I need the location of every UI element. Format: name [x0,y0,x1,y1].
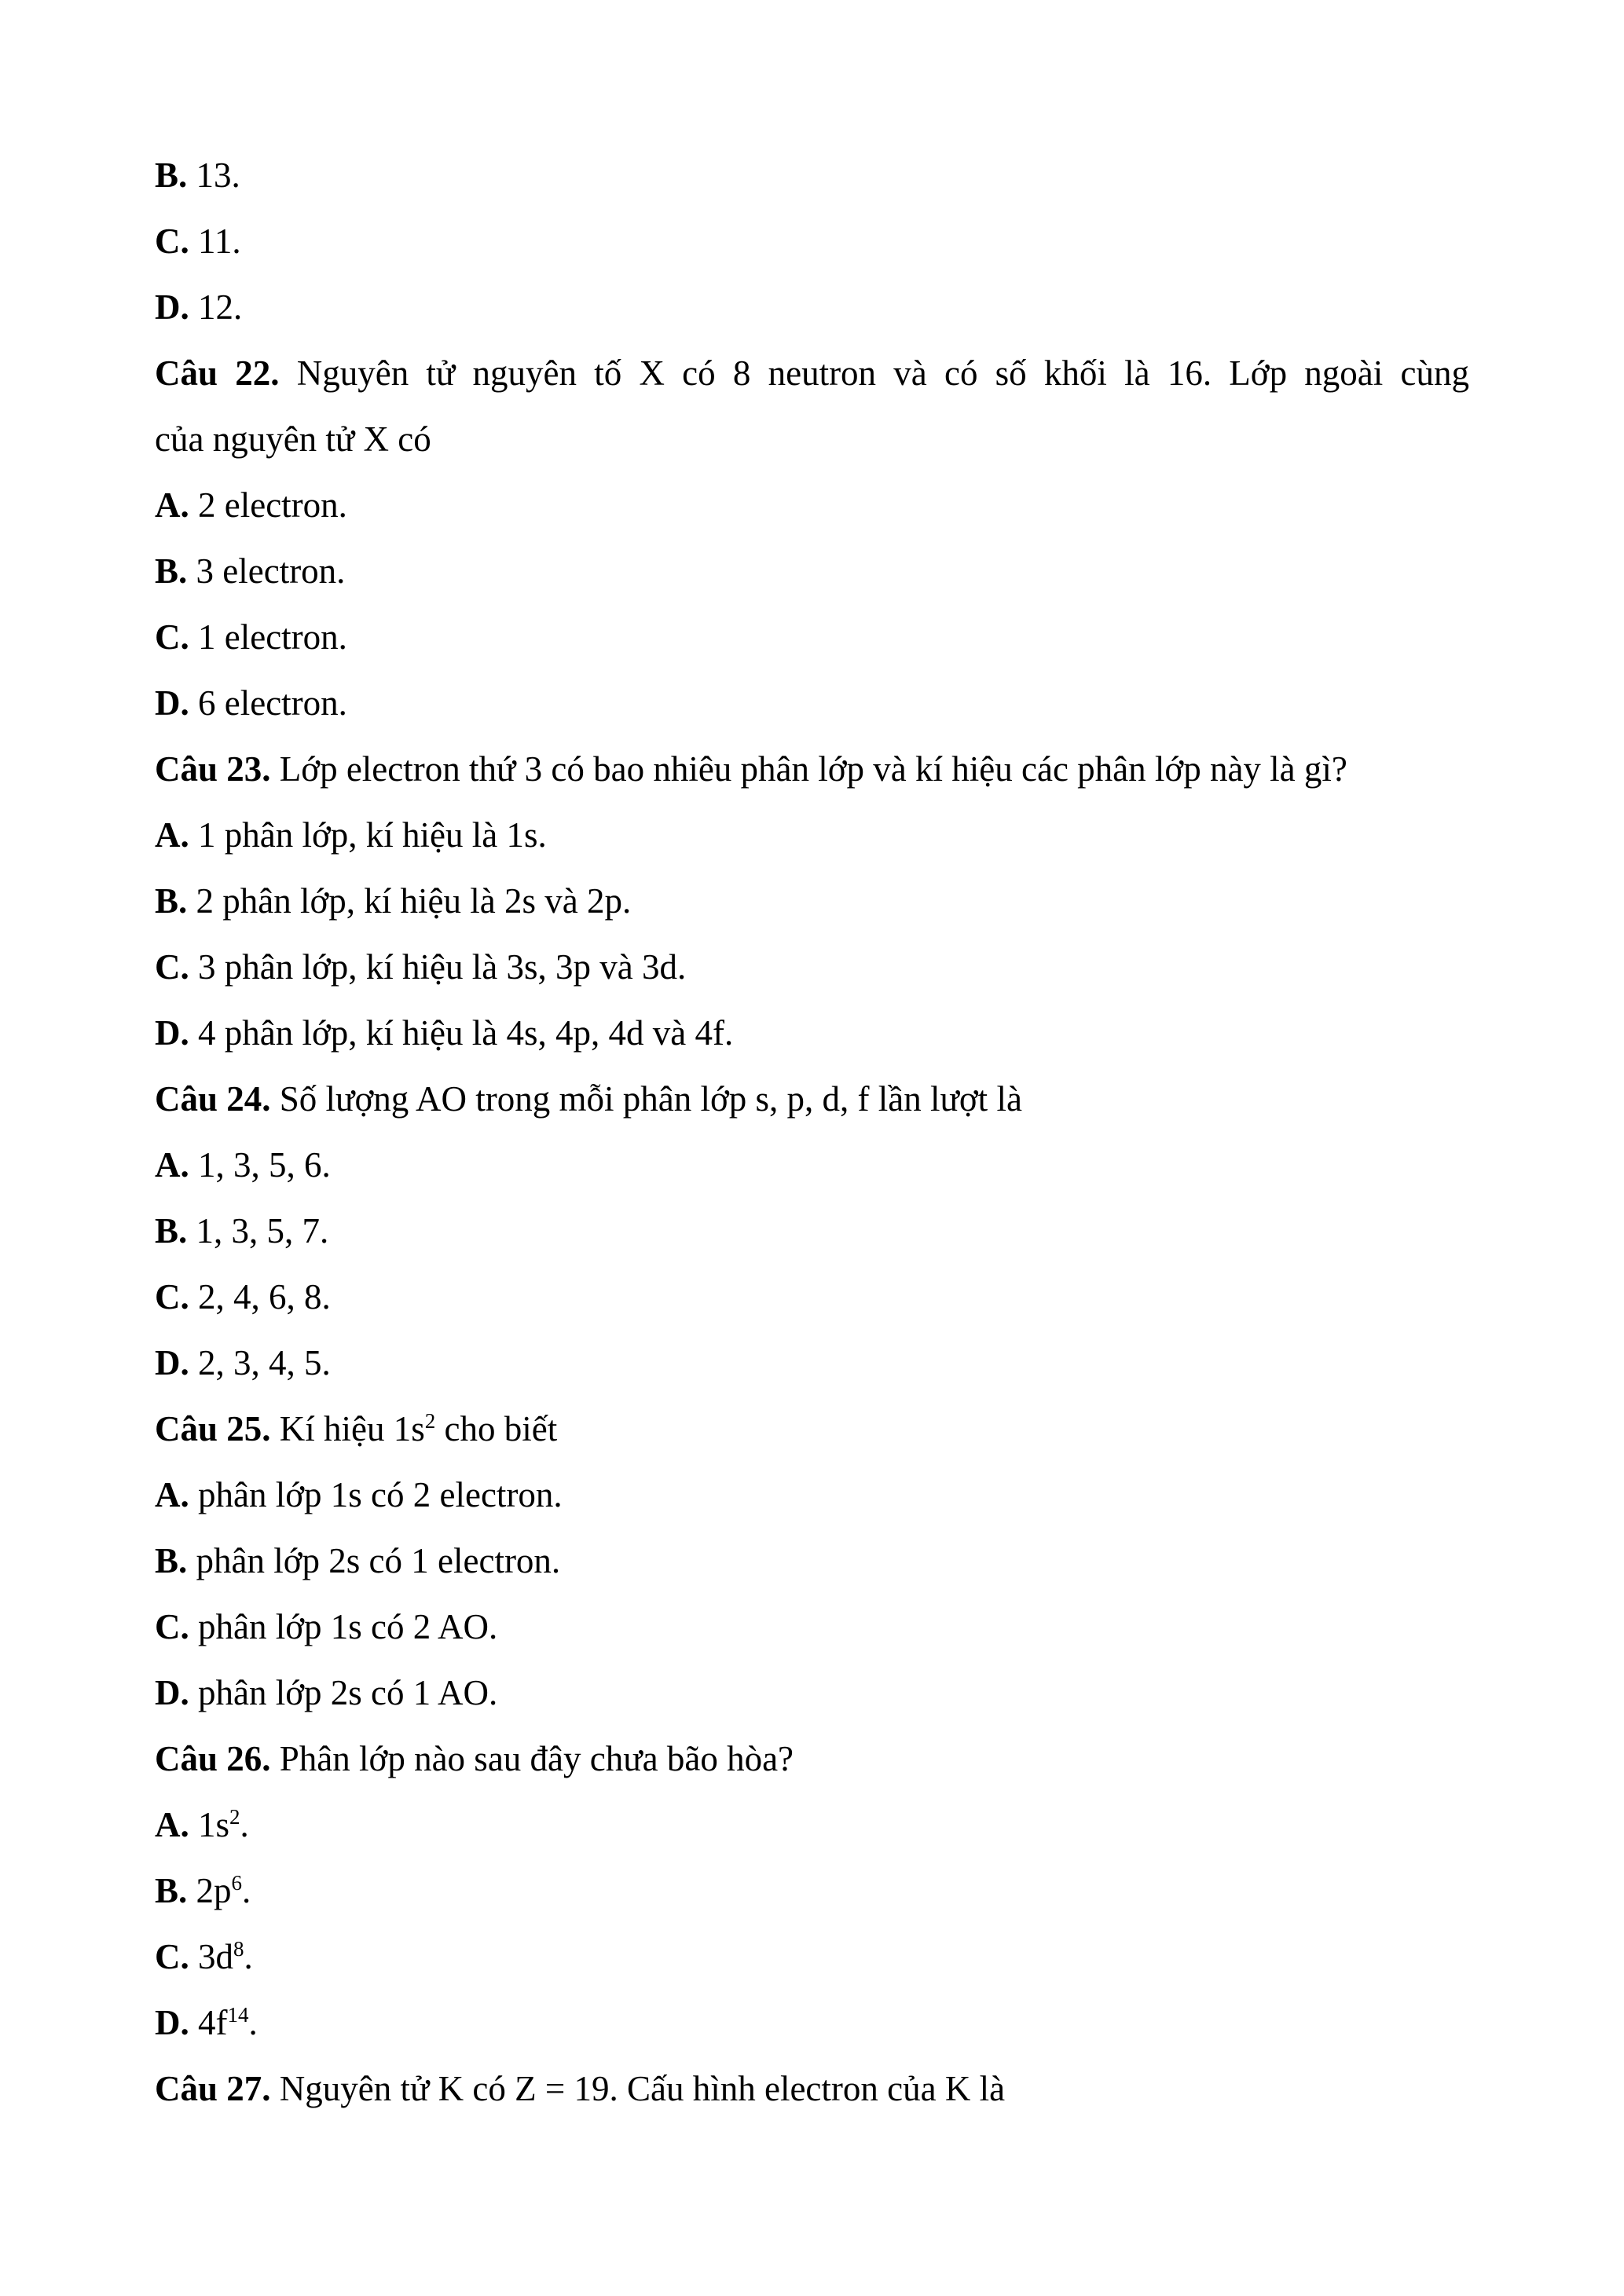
bold-label: B. [155,1211,188,1251]
text-segment: 3d [189,1937,233,1976]
text-segment: 3 phân lớp, kí hiệu là 3s, 3p và 3d. [189,947,687,987]
q25-option-b [155,1528,1469,1594]
text-segment: Nguyên tử nguyên tố X có 8 neutron và có số khối là 16. Lớp ngoài cùng [279,353,1469,393]
q26-option-a [155,1792,1469,1858]
text-segment: 4 phân lớp, kí hiệu là 4s, 4p, 4d và 4f. [189,1013,734,1053]
text-segment: phân lớp 2s có 1 AO. [189,1673,498,1712]
bold-label: C. [155,947,189,987]
text-segment: 11. [189,222,241,261]
text-segment: 2p [187,1871,232,1910]
superscript: 2 [424,1409,436,1434]
bold-label: C. [155,222,189,261]
text-segment: của nguyên tử X có [155,419,431,459]
text-segment: . [240,1805,249,1844]
q23-option-b [155,868,1469,934]
q24-option-a [155,1132,1469,1198]
bold-label: C. [155,1937,189,1976]
text-segment: phân lớp 1s có 2 electron. [189,1475,563,1514]
q24-option-d [155,1330,1469,1396]
q25-option-a [155,1462,1469,1528]
bold-label: A. [155,1475,189,1514]
text-segment: . [248,2003,258,2042]
text-segment: 2 phân lớp, kí hiệu là 2s và 2p. [187,881,632,921]
text-segment: 2 electron. [189,485,347,525]
text-segment: . [242,1871,251,1910]
q22-question [155,340,1469,406]
q22-question-continuation [155,406,1469,472]
bold-label: D. [155,2003,189,2042]
bold-label: C. [155,1277,189,1316]
q25-question [155,1396,1469,1462]
text-segment: cho biết [435,1409,558,1448]
bold-label: A. [155,815,189,855]
bold-label: A. [155,485,189,525]
bold-label: B. [155,156,188,195]
text-segment: 1, 3, 5, 6. [189,1145,331,1185]
q24-option-b [155,1198,1469,1264]
bold-label: D. [155,287,189,327]
q26-option-b [155,1858,1469,1924]
text-segment: phân lớp 2s có 1 electron. [187,1541,561,1580]
bold-label: A. [155,1145,189,1185]
q22-option-d [155,670,1469,736]
q23-option-d [155,1000,1469,1066]
text-segment: 1s [189,1805,230,1844]
q26-option-c [155,1924,1469,1990]
bold-label: B. [155,1871,188,1910]
text-segment: 1 phân lớp, kí hiệu là 1s. [189,815,547,855]
text-segment: phân lớp 1s có 2 AO. [189,1607,498,1646]
text-segment: Lớp electron thứ 3 có bao nhiêu phân lớp và kí hiệu các phân lớp này là gì? [270,749,1347,789]
text-segment: 1, 3, 5, 7. [187,1211,329,1251]
q21-option-b [155,142,1469,208]
superscript: 2 [229,1805,240,1829]
superscript: 14 [227,2003,249,2027]
text-segment: Nguyên tử K có Z = 19. Cấu hình electron của K là [270,2069,1006,2108]
bold-label: D. [155,683,189,723]
document-body [155,142,1469,2122]
bold-label: Câu 24. [155,1079,271,1119]
bold-label: D. [155,1673,189,1712]
text-segment: . [244,1937,253,1976]
q21-option-c [155,208,1469,274]
q26-question [155,1726,1469,1792]
text-segment: 2, 3, 4, 5. [189,1343,331,1382]
text-segment: Số lượng AO trong mỗi phân lớp s, p, d, f lần lượt là [270,1079,1022,1119]
superscript: 8 [233,1937,244,1961]
q26-option-d [155,1990,1469,2056]
bold-label: B. [155,1541,188,1580]
q21-option-d [155,274,1469,340]
text-segment: 4f [189,2003,228,2042]
bold-label: B. [155,551,188,591]
bold-label: Câu 26. [155,1739,271,1778]
text-segment: Phân lớp nào sau đây chưa bão hòa? [270,1739,794,1778]
q23-option-c [155,934,1469,1000]
q23-question [155,736,1469,802]
q22-option-b [155,538,1469,604]
bold-label: C. [155,1607,189,1646]
text-segment: 12. [189,287,243,327]
q22-option-a [155,472,1469,538]
bold-label: Câu 25. [155,1409,271,1448]
bold-label: A. [155,1805,189,1844]
text-segment: 3 electron. [187,551,346,591]
q24-option-c [155,1264,1469,1330]
q25-option-c [155,1594,1469,1660]
q27-question [155,2056,1469,2122]
superscript: 6 [231,1871,243,1895]
bold-label: Câu 23. [155,749,271,789]
text-segment: 1 electron. [189,617,347,657]
q25-option-d [155,1660,1469,1726]
text-segment: Kí hiệu 1s [270,1409,425,1448]
q22-option-c [155,604,1469,670]
q24-question [155,1066,1469,1132]
text-segment: 2, 4, 6, 8. [189,1277,331,1316]
text-segment: 6 electron. [189,683,347,723]
bold-label: D. [155,1013,189,1053]
q23-option-a [155,802,1469,868]
text-segment: 13. [187,156,240,195]
bold-label: B. [155,881,188,921]
bold-label: C. [155,617,189,657]
bold-label: Câu 27. [155,2069,271,2108]
bold-label: Câu 22. [155,353,280,393]
bold-label: D. [155,1343,189,1382]
